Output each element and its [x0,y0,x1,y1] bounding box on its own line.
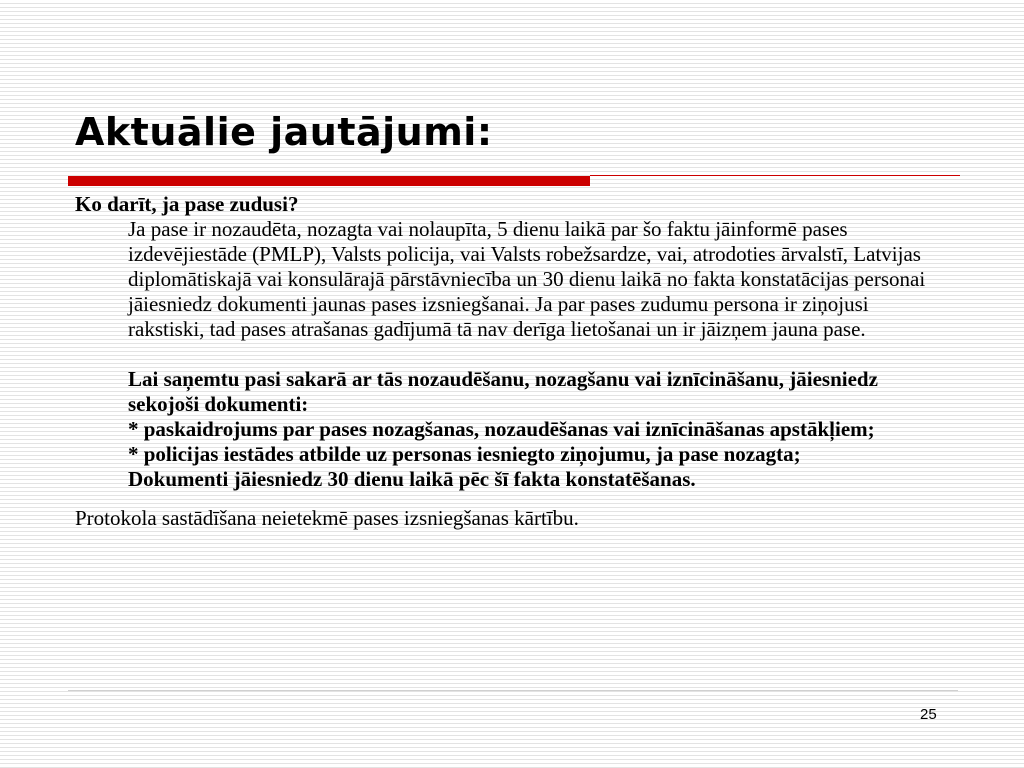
documents-item-police-reply: * policijas iestādes atbilde uz personas iesniegto ziņojumu, ja pase nozagta; [128,442,801,466]
title-underline-bar [68,176,590,186]
documents-intro: Lai saņemtu pasi sakarā ar tās nozaudēšanu, nozagšanu vai iznīcināšanu, jāiesniedz sekojoši dokumenti: [128,367,878,416]
slide-body [75,192,955,531]
paragraph-spacer [128,342,928,367]
answer-block [128,217,928,492]
question-heading: Ko darīt, ja pase zudusi? [75,192,299,216]
title-underline-line [590,175,960,176]
answer-paragraph: Ja pase ir nozaudēta, nozagta vai nolaupīta, 5 dienu laikā par šo faktu jāinformē pases izdevējiestāde (PMLP), Valsts policija, vai Valsts robežsardze, vai, atrodoties ārvalstī, Latvijas diplomātiskajā vai konsulārajā pārstāvniecība un 30 dienu laikā no fakta konstatācijas personai jāiesniedz dokumenti jaunas pases izsniegšanai. Ja par pases zudumu persona ir ziņojusi rakstiski, tad pases atrašanas gadījumā tā nav derīga lietošanai un ir jāizņem jauna pase. [128,217,926,341]
documents-deadline: Dokumenti jāiesniedz 30 dienu laikā pēc šī fakta konstatēšanas. [128,467,696,491]
documents-item-explanation: * paskaidrojums par pases nozagšanas, nozaudēšanas vai iznīcināšanas apstākļiem; [128,417,875,441]
slide-title: Aktuālie jautājumi: [75,110,493,154]
footer-divider [68,690,958,691]
protocol-note: Protokola sastādīšana neietekmē pases izsniegšanas kārtību. [75,506,579,530]
page-number: 25 [920,706,937,723]
